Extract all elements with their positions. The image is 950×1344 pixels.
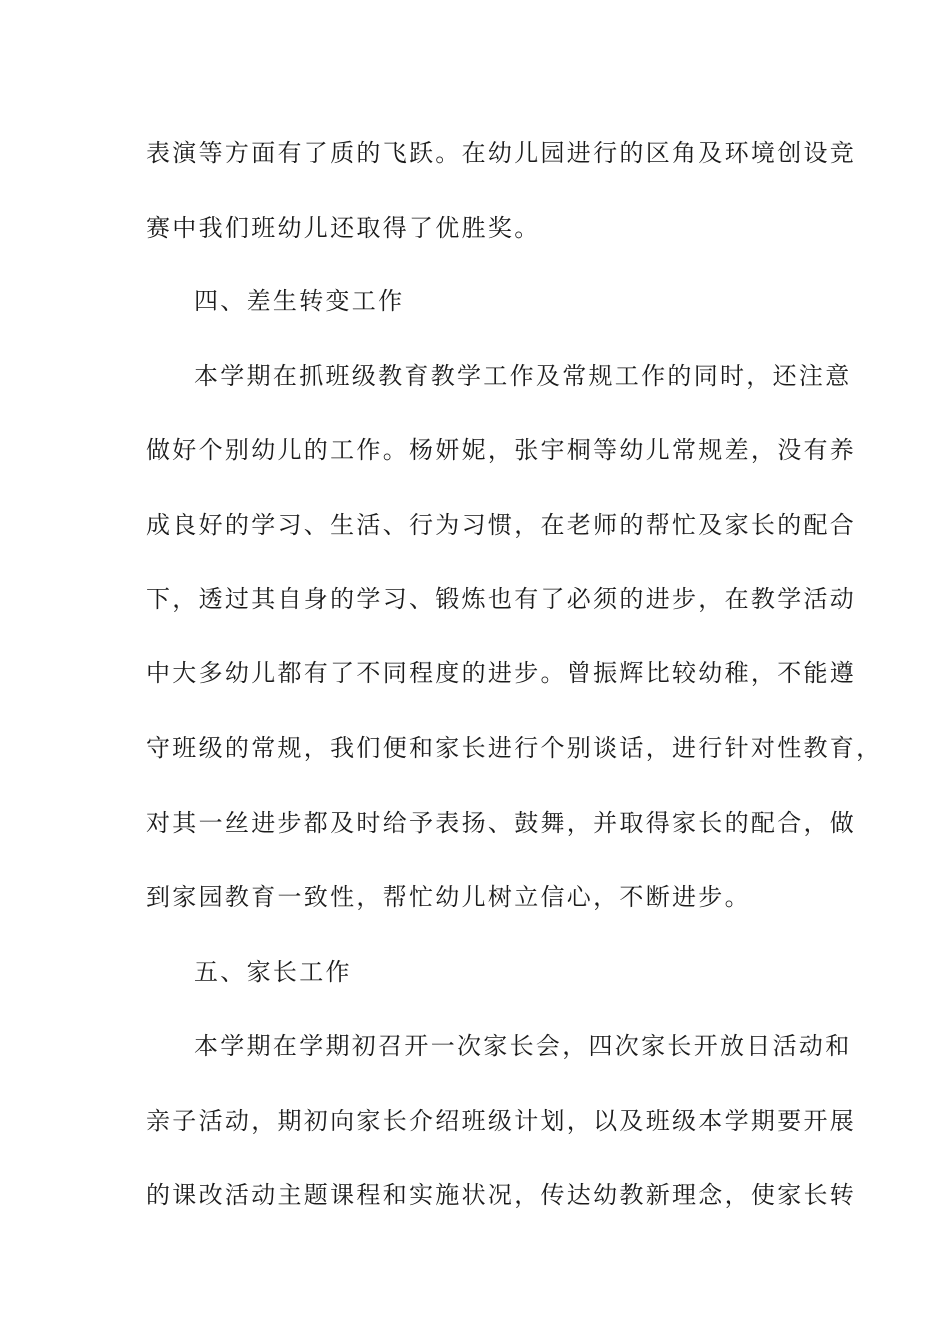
- paragraph-line: 中大多幼儿都有了不同程度的进步。曾振辉比较幼稚，不能遵: [146, 659, 857, 687]
- section-heading: 五、家长工作: [194, 958, 352, 986]
- paragraph-line: 到家园教育一致性，帮忙幼儿树立信心，不断进步。: [146, 883, 751, 911]
- paragraph-line: 亲子活动，期初向家长介绍班级计划，以及班级本学期要开展: [146, 1107, 857, 1135]
- paragraph-line: 赛中我们班幼儿还取得了优胜奖。: [146, 214, 541, 242]
- paragraph-line: 表演等方面有了质的飞跃。在幼儿园进行的区角及环境创设竞: [146, 139, 857, 167]
- paragraph-line: 守班级的常规，我们便和家长进行个别谈话，进行针对性教育，: [146, 734, 883, 762]
- paragraph-line: 成良好的学习、生活、行为习惯，在老师的帮忙及家长的配合: [146, 511, 857, 539]
- paragraph-line: 本学期在抓班级教育教学工作及常规工作的同时，还注意: [194, 362, 852, 390]
- section-heading: 四、差生转变工作: [194, 287, 405, 315]
- paragraph-line: 做好个别幼儿的工作。杨妍妮，张宇桐等幼儿常规差，没有养: [146, 436, 857, 464]
- paragraph-line: 对其一丝进步都及时给予表扬、鼓舞，并取得家长的配合，做: [146, 809, 857, 837]
- paragraph-line: 本学期在学期初召开一次家长会，四次家长开放日活动和: [194, 1032, 852, 1060]
- paragraph-line: 下，透过其自身的学习、锻炼也有了必须的进步，在教学活动: [146, 585, 857, 613]
- paragraph-line: 的课改活动主题课程和实施状况，传达幼教新理念，使家长转: [146, 1181, 857, 1209]
